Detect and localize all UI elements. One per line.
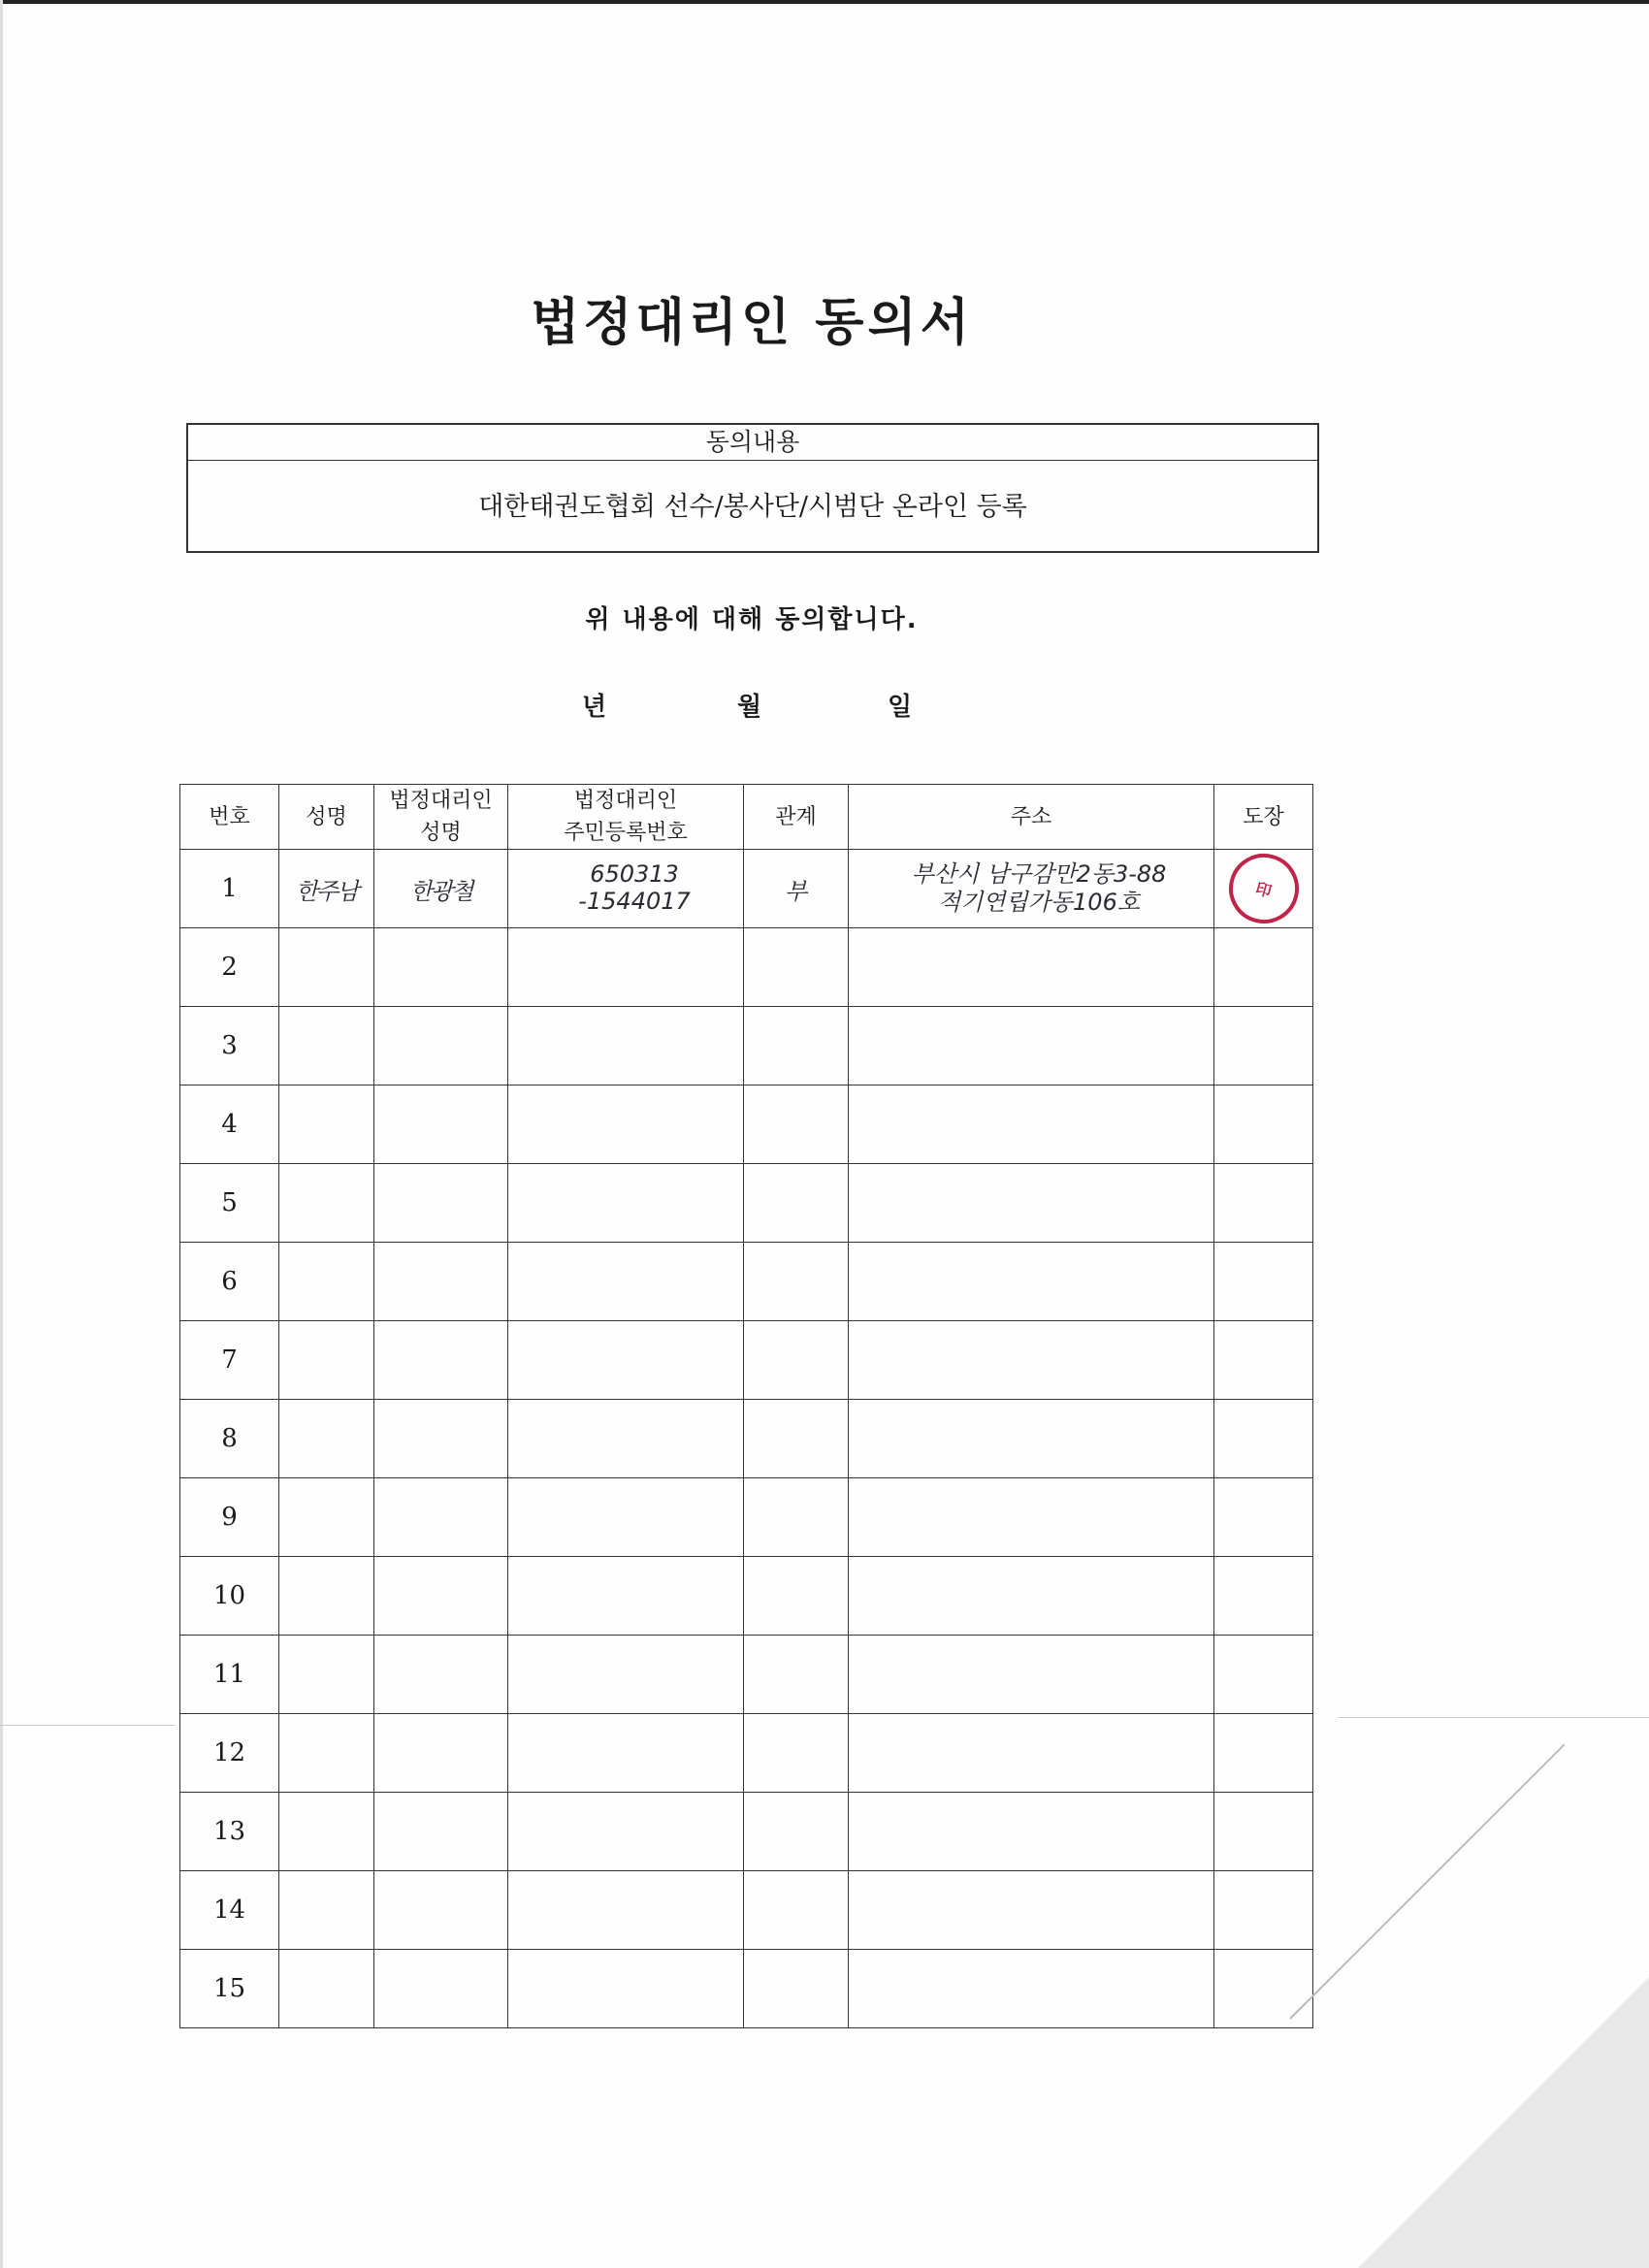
- table-row: [180, 1714, 1313, 1793]
- row-number: 12: [180, 1714, 279, 1793]
- table-row: [180, 1085, 1313, 1164]
- scan-artifact: [0, 1725, 175, 1726]
- table-row: [180, 1557, 1313, 1636]
- page-corner-fold: [1358, 1977, 1649, 2268]
- row-number: 13: [180, 1793, 279, 1871]
- table-row: [180, 1243, 1313, 1321]
- row-number: 9: [180, 1478, 279, 1557]
- header-guardian-name: 법정대리인 성명: [374, 785, 508, 850]
- table-row: [180, 1164, 1313, 1243]
- title-part-2: 동의서: [815, 293, 973, 352]
- header-name: 성명: [279, 785, 374, 850]
- table-header-row: [180, 785, 1313, 850]
- table-row: [180, 928, 1313, 1007]
- table-row: [180, 1793, 1313, 1871]
- header-address: 주소: [849, 785, 1214, 850]
- date-month-label: 월: [737, 693, 762, 722]
- stamp-cell: [1214, 850, 1313, 928]
- date-day-label: 일: [888, 693, 913, 722]
- row-number: 5: [180, 1164, 279, 1243]
- row-number: 1: [180, 850, 279, 928]
- row-number: 4: [180, 1085, 279, 1164]
- row-number: 6: [180, 1243, 279, 1321]
- header-stamp: 도장: [1214, 785, 1313, 850]
- row-number: 3: [180, 1007, 279, 1085]
- header-relation: 관계: [744, 785, 849, 850]
- row-number: 7: [180, 1321, 279, 1400]
- guardian-name: 한광철: [374, 850, 508, 928]
- relation: 부: [744, 850, 849, 928]
- table-row: [180, 1007, 1313, 1085]
- consent-text: 대한태권도협회 선수/봉사단/시범단 온라인 등록: [478, 492, 1027, 522]
- scan-artifact: [1339, 1717, 1649, 1718]
- table-row: [180, 1950, 1313, 2028]
- row-number: 15: [180, 1950, 279, 2028]
- header-guardian-id: 법정대리인 주민등록번호: [508, 785, 744, 850]
- title-part-1: 법정대리인: [531, 293, 794, 352]
- row-number: 11: [180, 1636, 279, 1714]
- document-title: [0, 281, 1504, 354]
- table-row: [180, 1871, 1313, 1950]
- header-number: 번호: [180, 785, 279, 850]
- scan-edge-top: [0, 0, 1649, 4]
- row-number: 8: [180, 1400, 279, 1478]
- agreement-statement: 위 내용에 대해 동의합니다.: [585, 605, 919, 634]
- date-year-label: 년: [582, 693, 607, 722]
- table-row: [180, 1478, 1313, 1557]
- table-row: [180, 850, 1313, 928]
- address: 부산시 남구감만2동3-88 적기연립가동106호: [849, 850, 1214, 928]
- table-row: [180, 1321, 1313, 1400]
- row-number: 14: [180, 1871, 279, 1950]
- table-row: [180, 1400, 1313, 1478]
- row-number: 10: [180, 1557, 279, 1636]
- red-seal-stamp: 印: [1220, 846, 1306, 931]
- consent-header: 동의내용: [188, 425, 1317, 461]
- row-number: 2: [180, 928, 279, 1007]
- table-row: [180, 1636, 1313, 1714]
- guardian-registration-table: [179, 784, 1313, 2028]
- student-name: 한주남: [279, 850, 374, 928]
- consent-content-box: [186, 423, 1319, 553]
- guardian-id-number: 650313 -1544017: [508, 850, 744, 928]
